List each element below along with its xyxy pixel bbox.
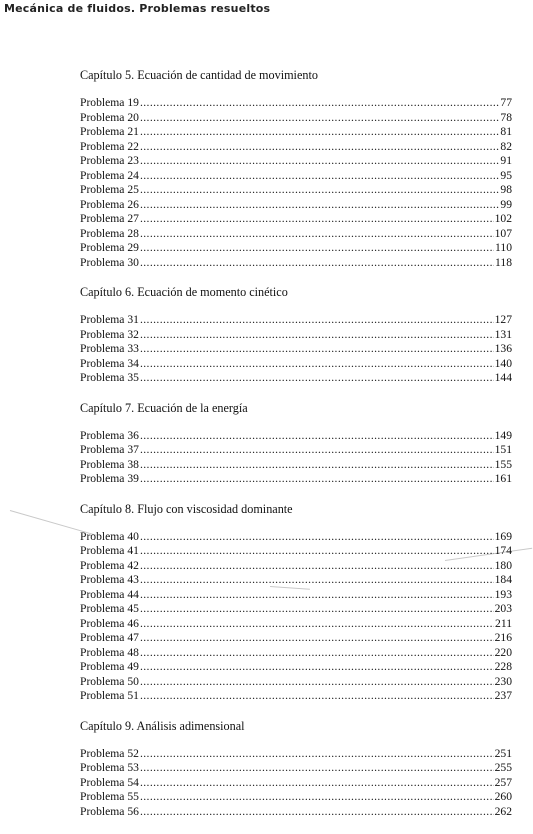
dot-leader [140, 747, 494, 762]
dot-leader [140, 776, 494, 791]
chapter-title: Capítulo 5. Ecuación de cantidad de movimiento [80, 68, 318, 82]
toc-entry-label: Problema 27 [80, 212, 139, 225]
chapter-section [80, 502, 512, 704]
dot-leader [140, 169, 499, 184]
dot-leader [140, 602, 494, 617]
toc-entry-label: Problema 35 [80, 371, 139, 384]
dot-leader [140, 357, 494, 372]
toc-entry [80, 588, 512, 603]
toc-entry-page-number: 99 [500, 197, 512, 211]
toc-entry-label: Problema 49 [80, 660, 139, 673]
toc-entry [80, 154, 512, 169]
toc-entry-page-number: 118 [495, 255, 512, 269]
toc-entry-label: Problema 23 [80, 154, 139, 167]
toc-entry-label: Problema 24 [80, 168, 139, 182]
dot-leader [140, 241, 494, 256]
dot-leader [140, 646, 494, 661]
dot-leader [140, 573, 494, 588]
toc-entry-label: Problema 22 [80, 139, 139, 153]
toc-entry [80, 472, 512, 487]
toc-entry-label: Problema 44 [80, 587, 139, 601]
toc-entry [80, 227, 512, 242]
toc-entry-page-number: 110 [495, 241, 512, 254]
dot-leader [140, 429, 494, 444]
toc-entry [80, 212, 512, 227]
dot-leader [140, 125, 499, 140]
toc-entry-label: Problema 48 [80, 645, 139, 659]
toc-entry [80, 530, 512, 545]
toc-entry [80, 256, 512, 271]
toc-entry-label: Problema 21 [80, 125, 139, 138]
chapter-title: Capítulo 9. Análisis adimensional [80, 718, 245, 733]
toc-entry-page-number: 98 [500, 183, 512, 196]
toc-entry-page-number: 228 [494, 660, 512, 673]
toc-entry [80, 617, 512, 632]
dot-leader [140, 328, 494, 343]
toc-entry-label: Problema 32 [80, 327, 139, 341]
toc-entry-page-number: 161 [494, 472, 512, 485]
toc-entry-list [80, 96, 512, 270]
toc-entry [80, 660, 512, 675]
toc-entry [80, 183, 512, 198]
toc-entry-list [80, 747, 512, 820]
toc-entry-page-number: 230 [494, 674, 512, 688]
toc-entry [80, 328, 512, 343]
dot-leader [140, 805, 494, 820]
dot-leader [140, 154, 499, 169]
toc-entry-label: Problema 46 [80, 616, 139, 630]
dot-leader [140, 342, 494, 357]
toc-entry [80, 646, 512, 661]
toc-entry-label: Problema 31 [80, 313, 139, 326]
toc-entry-page-number: 136 [494, 342, 512, 355]
toc-entry-label: Problema 40 [80, 529, 139, 543]
toc-entry [80, 198, 512, 213]
toc-entry-page-number: 180 [494, 558, 512, 572]
toc-entry-label: Problema 43 [80, 573, 139, 586]
toc-entry-label: Problema 50 [80, 674, 139, 688]
toc-entry-label: Problema 56 [80, 804, 139, 818]
dot-leader [140, 212, 494, 227]
toc-entry [80, 443, 512, 458]
dot-leader [140, 761, 494, 776]
dot-leader [140, 660, 494, 675]
running-head: Mecánica de fluidos. Problemas resueltos [4, 2, 271, 15]
dot-leader [140, 140, 499, 155]
toc-entry-page-number: 220 [494, 645, 512, 659]
toc-entry [80, 776, 512, 791]
toc-entry-label: Problema 26 [80, 197, 139, 211]
dot-leader [140, 617, 494, 632]
dot-leader [140, 559, 494, 574]
toc-entry-label: Problema 42 [80, 558, 139, 572]
toc-entry [80, 747, 512, 762]
chapter-title: Capítulo 8. Flujo con viscosidad dominante [80, 501, 293, 516]
toc-entry [80, 458, 512, 473]
toc-entry [80, 761, 512, 776]
toc-entry-page-number: 102 [494, 212, 512, 225]
dot-leader [140, 689, 494, 704]
toc-entry [80, 675, 512, 690]
toc-entry-label: Problema 34 [80, 356, 139, 370]
toc-entry-page-number: 237 [494, 689, 512, 702]
dot-leader [140, 313, 494, 328]
dot-leader [140, 96, 499, 111]
dot-leader [140, 111, 499, 126]
toc-entry-label: Problema 28 [80, 226, 139, 240]
dot-leader [140, 530, 494, 545]
toc-entry-page-number: 149 [494, 428, 512, 442]
toc-entry-label: Problema 41 [80, 544, 139, 557]
toc-entry-page-number: 169 [494, 529, 512, 543]
toc-entry-label: Problema 45 [80, 602, 139, 615]
toc-entry [80, 631, 512, 646]
toc-entry-page-number: 151 [494, 443, 512, 456]
toc-entry [80, 96, 512, 111]
table-of-contents [80, 68, 512, 834]
toc-entry-page-number: 131 [494, 327, 512, 341]
toc-entry-label: Problema 38 [80, 457, 139, 471]
toc-entry-label: Problema 53 [80, 761, 139, 774]
toc-entry-page-number: 82 [500, 139, 512, 153]
dot-leader [140, 675, 494, 690]
toc-entry-label: Problema 37 [80, 443, 139, 456]
toc-entry [80, 125, 512, 140]
dot-leader [140, 371, 494, 386]
toc-entry-list [80, 429, 512, 487]
toc-entry [80, 559, 512, 574]
toc-entry-page-number: 91 [500, 154, 512, 167]
toc-entry-page-number: 251 [494, 746, 512, 760]
dot-leader [140, 472, 494, 487]
dot-leader [140, 458, 494, 473]
toc-entry-page-number: 78 [500, 110, 512, 124]
toc-entry [80, 371, 512, 386]
toc-entry-page-number: 155 [494, 457, 512, 471]
dot-leader [140, 443, 494, 458]
toc-entry [80, 805, 512, 820]
chapter-section [80, 285, 512, 386]
toc-entry-page-number: 193 [494, 587, 512, 601]
toc-entry-label: Problema 30 [80, 255, 139, 269]
dot-leader [140, 227, 494, 242]
toc-entry [80, 573, 512, 588]
toc-entry-page-number: 255 [494, 761, 512, 774]
dot-leader [140, 588, 494, 603]
toc-entry [80, 241, 512, 256]
toc-entry-page-number: 262 [494, 804, 512, 818]
toc-entry-label: Problema 29 [80, 241, 139, 254]
toc-entry-label: Problema 52 [80, 746, 139, 760]
toc-entry [80, 169, 512, 184]
chapter-section [80, 719, 512, 820]
toc-entry-page-number: 211 [495, 616, 512, 630]
chapter-section [80, 401, 512, 487]
toc-entry-label: Problema 25 [80, 183, 139, 196]
toc-entry-page-number: 127 [494, 313, 512, 326]
toc-entry-page-number: 257 [494, 775, 512, 789]
toc-entry-label: Problema 36 [80, 428, 139, 442]
dot-leader [140, 544, 494, 559]
toc-entry-page-number: 107 [494, 226, 512, 240]
toc-entry-label: Problema 55 [80, 790, 139, 803]
toc-entry-list [80, 313, 512, 386]
dot-leader [140, 790, 494, 805]
toc-entry-page-number: 174 [494, 544, 512, 557]
dot-leader [140, 631, 494, 646]
toc-entry [80, 342, 512, 357]
toc-entry [80, 790, 512, 805]
toc-entry [80, 140, 512, 155]
toc-entry-page-number: 140 [494, 356, 512, 370]
toc-entry-list [80, 530, 512, 704]
toc-entry [80, 544, 512, 559]
toc-entry-page-number: 184 [494, 573, 512, 586]
dot-leader [140, 256, 494, 271]
toc-entry [80, 689, 512, 704]
toc-entry-label: Problema 47 [80, 631, 139, 644]
toc-entry [80, 111, 512, 126]
toc-entry [80, 429, 512, 444]
toc-entry-label: Problema 54 [80, 775, 139, 789]
toc-entry-page-number: 144 [494, 371, 512, 384]
toc-entry-page-number: 95 [500, 168, 512, 182]
chapter-title: Capítulo 6. Ecuación de momento cinético [80, 285, 288, 299]
toc-entry-page-number: 260 [494, 790, 512, 803]
toc-entry-label: Problema 20 [80, 110, 139, 124]
toc-entry-label: Problema 39 [80, 472, 139, 485]
toc-entry-page-number: 203 [494, 602, 512, 615]
dot-leader [140, 198, 499, 213]
toc-entry [80, 602, 512, 617]
toc-entry [80, 357, 512, 372]
toc-entry-page-number: 77 [500, 96, 512, 109]
toc-entry-label: Problema 19 [80, 96, 139, 109]
chapter-section [80, 68, 512, 270]
toc-entry-page-number: 216 [494, 631, 512, 644]
toc-entry [80, 313, 512, 328]
toc-entry-label: Problema 33 [80, 342, 139, 355]
toc-entry-page-number: 81 [500, 125, 512, 138]
dot-leader [140, 183, 499, 198]
chapter-title: Capítulo 7. Ecuación de la energía [80, 400, 248, 415]
toc-entry-label: Problema 51 [80, 689, 139, 702]
